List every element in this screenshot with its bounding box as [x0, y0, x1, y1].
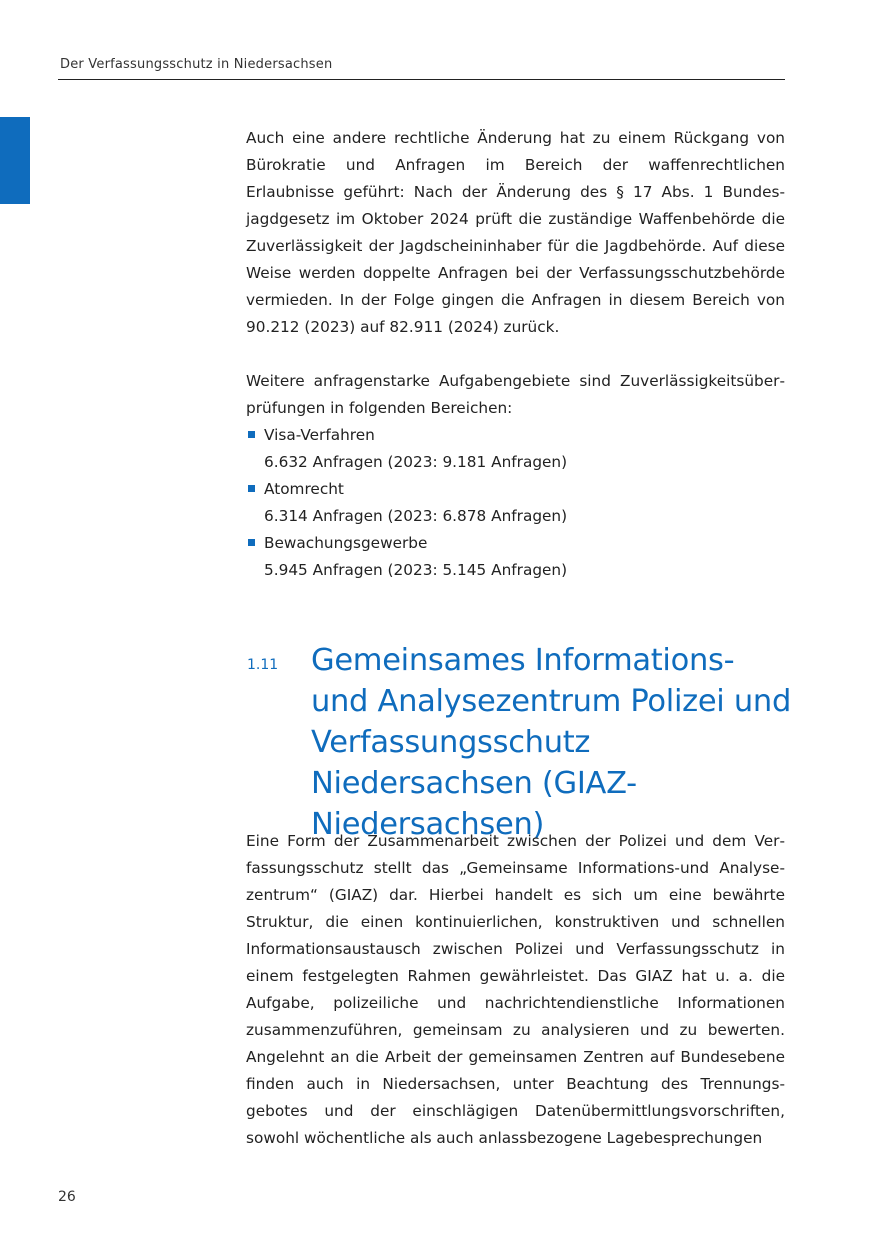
bullet-list	[246, 422, 785, 584]
bullet-detail: 6.632 Anfragen (2023: 9.181 Anfragen)	[264, 453, 568, 471]
bullet-detail: 6.314 Anfragen (2023: 6.878 Anfragen)	[264, 507, 568, 525]
bullet-title: Visa-Verfahren	[264, 426, 375, 444]
intro-paragraph-2: Weitere anfragenstarke Aufgabengebiete sind Zuverlässigkeitsüberprüfungen in folgenden Bereichen:	[246, 372, 785, 417]
bullet-title: Atomrecht	[264, 480, 344, 498]
header-divider	[58, 79, 785, 80]
section-number: 1.11	[247, 657, 279, 673]
running-header: Der Verfassungsschutz in Niedersachsen	[60, 57, 333, 72]
intro-content	[246, 125, 785, 584]
square-bullet-icon	[248, 539, 255, 546]
bullet-detail: 5.945 Anfragen (2023: 5.145 Anfragen)	[264, 561, 568, 579]
chapter-side-tab	[0, 117, 30, 204]
square-bullet-icon	[248, 485, 255, 492]
section-body-paragraph: Eine Form der Zusammenarbeit zwischen der Polizei und dem Verfassungsschutz stellt das „Gemeinsame Informations-und Analysezentrum“ (GIAZ) dar. Hierbei handelt es sich um eine bewährte Struktur, die einen kontinuierlichen, konstruktiven und schnellen Informationsaustausch zwischen Polizei und Verfassungsschutz in einem festgelegten Rahmen gewährleistet. Das GIAZ hat u. a. die Aufgabe, polizeiliche und nachrichtendienstliche Informationen zusammenzuführen, gemeinsam zu analysieren und zu bewerten. Angelehnt an die Arbeit der gemeinsamen Zentren auf Bundesebene finden auch in Niedersachsen, unter Beachtung des Trennungsgebotes und der einschlägigen Datenübermittlungsvorschriften, sowohl wöchentliche als auch anlassbezogene Lagebesprechungen	[246, 832, 785, 1147]
page-number: 26	[58, 1189, 76, 1205]
intro-paragraph-1: Auch eine andere rechtliche Änderung hat zu einem Rückgang von Bürokratie und Anfragen im Bereich der waffenrechtlichen Erlaubnisse geführt: Nach der Änderung des § 17 Abs. 1 Bundesjagdgesetz im Oktober 2024 prüft die zuständige Waffenbehörde die Zuverlässigkeit der Jagdscheininhaber für die Jagdbehörde. Auf diese Weise werden doppelte Anfragen bei der Verfassungsschutzbehörde vermieden. In der Folge gingen die Anfragen in diesem Bereich von 90.212 (2023) auf 82.911 (2024) zurück.	[246, 129, 785, 336]
bullet-item-atomrecht	[246, 476, 785, 530]
section-title: Gemeinsames Informations- und Analysezentrum Polizei und Verfassungsschutz Niedersachsen (GIAZ-Niedersachsen)	[311, 643, 791, 842]
bullet-item-bewachungsgewerbe	[246, 530, 785, 584]
square-bullet-icon	[248, 431, 255, 438]
bullet-title: Bewachungsgewerbe	[264, 534, 428, 552]
bullet-item-visa	[246, 422, 785, 476]
